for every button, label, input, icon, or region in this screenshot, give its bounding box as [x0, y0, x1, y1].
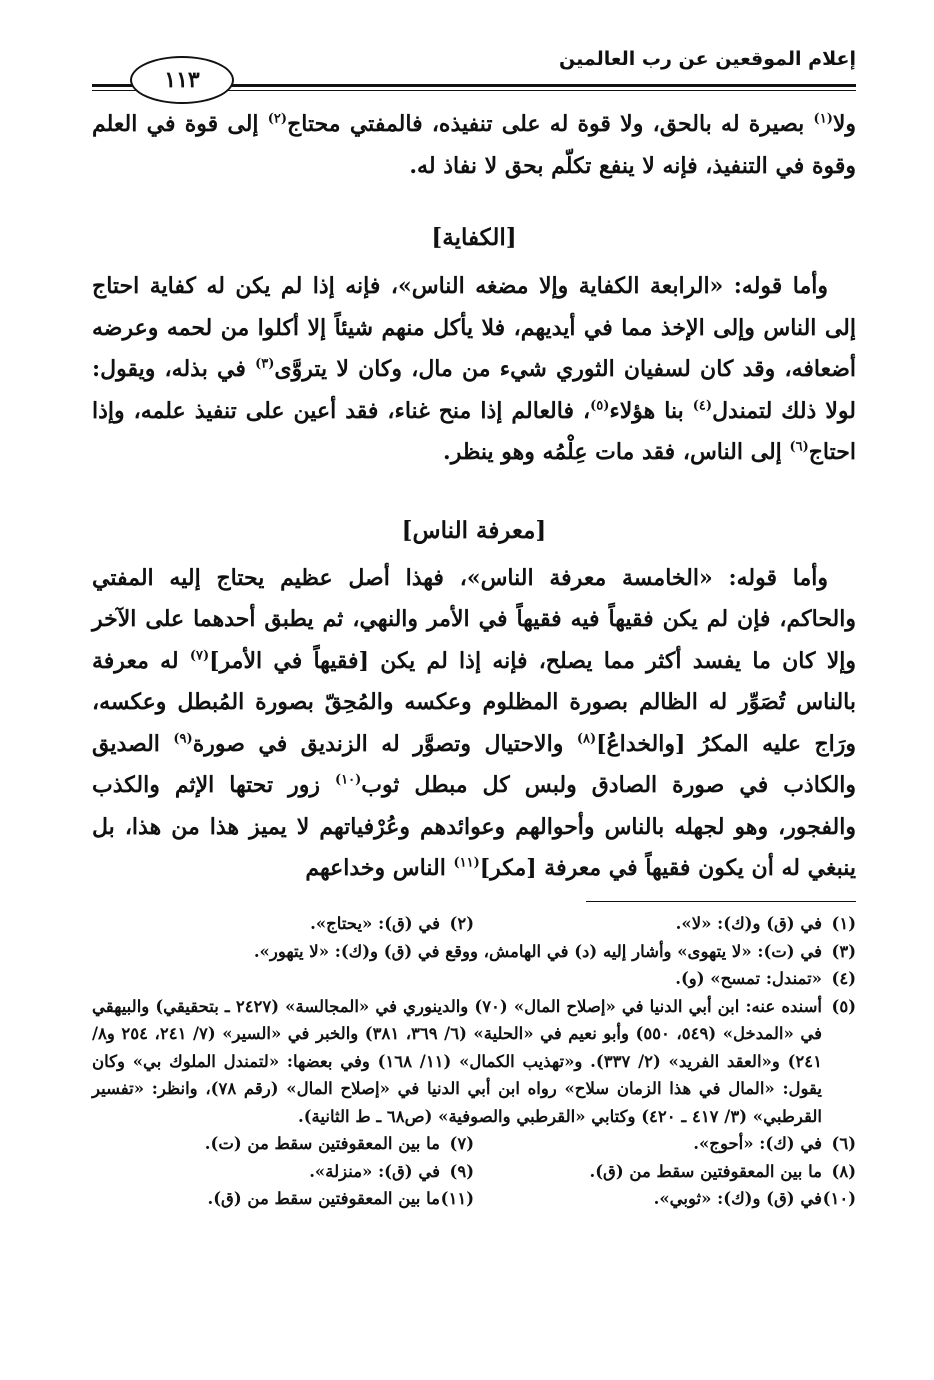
footnote-6 — [474, 1130, 856, 1158]
footnote-text: في (ق): «يحتاج». — [310, 914, 440, 933]
footnote-number: (٩) — [449, 1161, 474, 1181]
footnote-ref[interactable]: (٦) — [789, 439, 809, 455]
footnote-number: (٢) — [449, 914, 474, 933]
footnote-number: (٧) — [449, 1134, 474, 1153]
footnote-2 — [92, 910, 474, 938]
text-run: بصيرة له بالحق، ولا قوة له على تنفيذه، فالمفتي محتاج — [287, 111, 814, 137]
paragraph-3 — [92, 558, 856, 890]
footnotes — [92, 910, 856, 1213]
text-run: إلى الناس، فقد مات عِلْمُه وهو ينظر. — [443, 439, 790, 465]
text-run: الناس وخداعهم — [305, 855, 454, 881]
footnote-number: (٦) — [831, 1134, 856, 1153]
footnote-row — [92, 1185, 856, 1213]
text-run: إلى قوة في العلم وقوة في التنفيذ، فإنه لا ينفع تكلّم بحق لا نفاذ له. — [92, 111, 856, 179]
text-run: ، فالعالم إذا منح غناء، فقد أعين على تنفيذ علمه، وإذا احتاج — [92, 397, 856, 465]
footnote-text: ما بين المعقوفتين سقط من (ت). — [204, 1134, 440, 1153]
text-run: وأما قوله: «الرابعة الكفاية وإلا مضغه الناس»، فإنه إذا لم يكن له كفاية احتاج إلى الناس وإلى الإخذ مما في أيديهم، فلا يأكل منهم شيئاً إلا أكلوا من لحمه وعرضه أضعافه، وقد كان لسفيان الثوري شيء من مال، وكان لا يتروَّى — [92, 273, 856, 382]
section-heading-kifaya: [الكفاية] — [431, 224, 517, 251]
footnote-text: في (ت): «لا يتهوى» وأشار إليه (د) في الهامش، ووقع في (ق) و(ك): «لا يتهور». — [253, 941, 822, 961]
text-run: والاحتيال وتصوَّر له الزنديق في صورة — [192, 730, 577, 757]
footnote-ref[interactable]: (٧) — [189, 648, 210, 664]
footnote-ref[interactable]: (٢) — [267, 111, 288, 127]
footnote-ref[interactable]: (٨) — [576, 731, 597, 747]
text-run: بنا هؤلاء — [609, 397, 693, 424]
section-heading-marifat-al-nas: [معرفة الناس] — [401, 516, 547, 544]
paragraph-2 — [92, 266, 856, 474]
footnote-8 — [474, 1158, 856, 1186]
footnote-text: في (ق): «منزلة». — [309, 1161, 440, 1181]
footnote-3 — [92, 938, 856, 966]
footnote-row — [92, 910, 856, 938]
footnote-5 — [92, 993, 856, 1131]
footnote-9 — [92, 1158, 474, 1186]
running-header — [92, 40, 856, 93]
footnote-7 — [92, 1130, 474, 1158]
footnote-row — [92, 1130, 856, 1158]
paragraph-1 — [92, 104, 856, 187]
footnote-ref[interactable]: (٣) — [255, 356, 275, 372]
footnote-number: (١١) — [440, 1189, 474, 1208]
footnote-row — [92, 1158, 856, 1186]
footnote-number: (١٠) — [822, 1189, 856, 1208]
text-run: زور تحتها الإثم والكذب والفجور، وهو لجهله بالناس وأحوالهم وعوائدهم وعُرْفياتهم لا يميز هذا من هذا، بل ينبغي له أن يكون فقيهاً في معرفة [مكر] — [92, 772, 856, 881]
footnote-4 — [92, 965, 856, 993]
footnote-ref[interactable]: (٤) — [692, 398, 713, 414]
footnote-number: (٨) — [831, 1161, 856, 1181]
footnote-text: في (ك): «أحوج». — [693, 1134, 822, 1153]
footnote-11 — [92, 1185, 474, 1213]
footnote-10 — [474, 1185, 856, 1213]
footnote-text: ما بين المعقوفتين سقط من (ق). — [207, 1189, 440, 1208]
text-run: له معرفة بالناس تُصَوِّر له الظالم بصورة المظلوم وعكسه والمُحِقّ بصورة المُبطل وعكسه، ورَاج عليه المكرُ [والخداعُ] — [92, 647, 857, 757]
footnote-ref[interactable]: (٥) — [590, 398, 610, 414]
footnote-text: في (ق) و(ك): «لا». — [675, 914, 822, 933]
footnote-text: أسنده عنه: ابن أبي الدنيا في «إصلاح المال» (٧٠) والدينوري في «المجالسة» (٢٤٢٧ ـ بتحقيقي) والبيهقي في «المدخل» (٥٤٩، ٥٥٠) وأبو نعيم في «الحلية» (٦/ ٣٦٩، ٣٨١) والخبر في «السير» (٧/ ٢٤١، ٢٥٤ و٨/ ٢٤١) و«العقد الفريد» (٢/ ٣٣٧). و«تهذيب الكمال» (١١/ ١٦٨) وفي بعضها: «لتمندل الملوك بي» وكان يقول: «المال في هذا الزمان سلاح» رواه ابن أبي الدنيا في «إصلاح المال» (رقم ٧٨)، وانظر: «تفسير القرطبي» (٣/ ٤١٧ ـ ٤٢٠) وكتابي «القرطبي والصوفية» (ص٦٨ ـ ط الثانية). — [92, 996, 823, 1126]
footnote-number: (٤) — [831, 969, 856, 988]
footnote-text: في (ق) و(ك): «ثوبي». — [653, 1189, 822, 1208]
footnote-ref[interactable]: (١٠) — [334, 772, 362, 788]
footnote-number: (٣) — [831, 941, 856, 961]
footnote-number: (٥) — [831, 996, 856, 1016]
page-number-text: ١١٣ — [164, 67, 200, 93]
footnote-ref[interactable]: (٩) — [173, 731, 193, 747]
footnote-number: (١) — [831, 914, 856, 933]
text-run: في بذله، ويقول: لولا ذلك لتمندل — [92, 356, 856, 424]
text-run: وأما قوله: «الخامسة معرفة الناس»، فهذا أصل عظيم يحتاج إليه المفتي والحاكم، فإن لم يكن فقيهاً فيه فقيهاً في الأمر والنهي، ثم يطبق أحدهما على الآخر وإلا كان ما يفسد أكثر مما يصلح، فإنه إذا لم يكن [فقيهاً في الأمر] — [92, 564, 856, 674]
book-title: إعلام الموقعين عن رب العالمين — [559, 48, 856, 70]
main-text — [92, 104, 856, 890]
footnote-1 — [474, 910, 856, 938]
footnote-ref[interactable]: (١) — [813, 111, 833, 127]
text-run: ولا — [832, 111, 857, 137]
footnote-ref[interactable]: (١١) — [453, 855, 480, 871]
page-number — [130, 56, 234, 104]
footnote-text: ما بين المعقوفتين سقط من (ق). — [589, 1161, 822, 1181]
footnote-separator — [586, 901, 856, 902]
footnote-text: «تمندل: تمسح» (و). — [675, 969, 822, 988]
text-run: الصديق والكاذب في صورة الصادق ولبس كل مبطل ثوب — [92, 730, 857, 798]
